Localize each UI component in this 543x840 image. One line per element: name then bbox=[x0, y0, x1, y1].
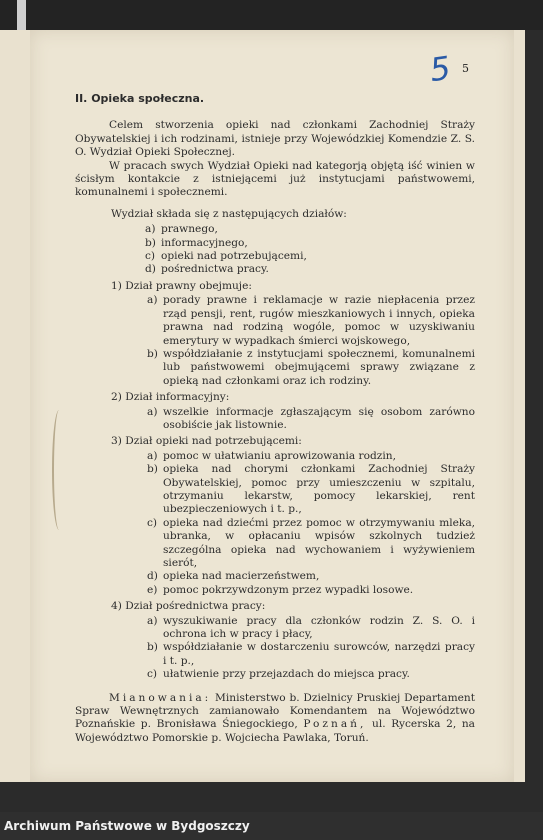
viewer-top-bar bbox=[0, 0, 543, 30]
handwritten-page-number: 5 bbox=[427, 48, 453, 90]
employment-items bbox=[147, 615, 475, 682]
document-text bbox=[75, 92, 475, 745]
legal-items bbox=[147, 294, 475, 388]
list-item-text: pomoc w ułatwianiu aprowizowania rodzin, bbox=[163, 449, 396, 462]
section-heading-info: 2) Dział informacyjny: bbox=[111, 391, 230, 404]
paragraph: W pracach swych Wydział Opieki nad kategorją objętą iść winien w ścisłym kontakcie z istniejącemi już instytucjami państwowemi, komunalnemi i społecznemi. bbox=[75, 159, 475, 199]
list-marker: a) bbox=[147, 405, 158, 418]
list-item bbox=[147, 517, 475, 571]
list-item bbox=[145, 223, 475, 236]
list-item bbox=[147, 668, 475, 681]
list-marker: c) bbox=[147, 516, 158, 529]
list-marker: b) bbox=[147, 463, 158, 476]
list-item bbox=[147, 450, 475, 463]
departments-list bbox=[145, 223, 475, 277]
list-marker: d) bbox=[145, 263, 156, 276]
list-item-text: opieki nad potrzebującemi, bbox=[161, 250, 307, 263]
section-heading-legal: 1) Dział prawny obejmuje: bbox=[111, 279, 252, 292]
list-item-text: informacyjnego, bbox=[161, 236, 248, 249]
list-item bbox=[147, 584, 475, 597]
section-heading-employment: 4) Dział pośrednictwa pracy: bbox=[111, 600, 266, 613]
list-item bbox=[147, 570, 475, 583]
list-item bbox=[147, 615, 475, 642]
list-item bbox=[147, 406, 475, 433]
list-item bbox=[147, 348, 475, 388]
printed-page-number: 5 bbox=[462, 62, 469, 75]
list-item bbox=[147, 463, 475, 517]
archive-footer: Archiwum Państwowe w Bydgoszczy bbox=[0, 812, 543, 840]
list-item-text: pomoc pokrzywdzonym przez wypadki losowe. bbox=[163, 583, 414, 596]
list-item bbox=[145, 237, 475, 250]
list-item-text: współdziałanie w dostarczeniu surowców, narzędzi pracy i t. p., bbox=[163, 641, 475, 667]
paragraph: Celem stworzenia opieki nad członkami Zachodniej Straży Obywatelskiej i ich rodzinami, istnieje przy Wojewódzkiej Komendzie Z. S. O. Wydział Opieki Społecznej. bbox=[75, 119, 475, 159]
appointments-text-end: ul. Rycerska 2, na Województwo Pomorskie p. Wojciecha Pawlaka, Toruń. bbox=[75, 718, 475, 744]
list-item bbox=[145, 263, 475, 276]
list-item-text: wszelkie informacje zgłaszającym się osobom zarówno osobiście jak listownie. bbox=[163, 405, 475, 431]
list-item-text: opieka nad dziećmi przez pomoc w otrzymywaniu mleka, ubranka, w opłacaniu wpisów szkolnych tudzież szczególna opieka nad wychowaniem i wyżywieniem sierót, bbox=[163, 516, 475, 569]
list-item bbox=[147, 294, 475, 348]
list-marker: d) bbox=[147, 570, 158, 583]
list-item bbox=[145, 250, 475, 263]
bookmark-tab bbox=[17, 0, 26, 30]
list-marker: b) bbox=[147, 641, 158, 654]
list-marker: e) bbox=[147, 583, 158, 596]
list-item-text: współdziałanie z instytucjami społecznemi, komunalnemi lub państwowemi obejmującemi sprawy związane z opieką nad członkami oraz ich rodziny. bbox=[163, 347, 475, 387]
list-marker: a) bbox=[147, 614, 158, 627]
list-item-text: porady prawne i reklamacje w razie niepłacenia przez rząd pensji, rent, rugów mieszkaniowych i innych, opieka prawna nad rodziną wogóle, pomoc w uzyskiwaniu emerytury w wypadkach śmierci wojskowego, bbox=[163, 294, 475, 347]
list-marker: a) bbox=[147, 449, 158, 462]
list-marker: c) bbox=[145, 250, 156, 263]
list-item-text: ułatwienie przy przejazdach do miejsca pracy. bbox=[163, 668, 410, 681]
info-items bbox=[147, 406, 475, 433]
list-item-text: pośrednictwa pracy. bbox=[161, 263, 269, 276]
section-heading-care: 3) Dział opieki nad potrzebującemi: bbox=[111, 435, 302, 448]
list-item-text: opieka nad chorymi członkami Zachodniej Straży Obywatelskiej, pomoc przy umieszczeniu w szpitalu, otrzymaniu lekarstw, pomocy lekarskiej, rent ubezpieczeniowych i t. p., bbox=[163, 463, 475, 516]
section-title: II. Opieka społeczna. bbox=[75, 92, 205, 105]
appointments-label: Mianowania: bbox=[109, 691, 212, 704]
departments-intro: Wydział składa się z następujących działów: bbox=[111, 207, 347, 220]
care-items bbox=[147, 450, 475, 597]
appointments-text: Ministerstwo b. Dzielnicy Pruskiej Departament Spraw Wewnętrznych zamianowało Komendantem na Województwo Poznańskie p. Bronisława Śniegockiego, bbox=[75, 691, 475, 731]
appointments-paragraph bbox=[75, 692, 475, 746]
list-item bbox=[147, 641, 475, 668]
list-marker: b) bbox=[145, 236, 156, 249]
list-item-text: wyszukiwanie pracy dla członków rodzin Z. S. O. i ochrona ich w pracy i płacy, bbox=[163, 614, 475, 641]
list-marker: b) bbox=[147, 347, 158, 360]
list-marker: c) bbox=[147, 668, 158, 681]
binding-string bbox=[52, 410, 66, 530]
list-item-text: prawnego, bbox=[161, 223, 218, 236]
list-marker: a) bbox=[145, 223, 156, 236]
list-item-text: opieka nad macierzeństwem, bbox=[163, 570, 320, 583]
appointments-city: Poznań, bbox=[303, 718, 367, 731]
list-marker: a) bbox=[147, 294, 158, 307]
